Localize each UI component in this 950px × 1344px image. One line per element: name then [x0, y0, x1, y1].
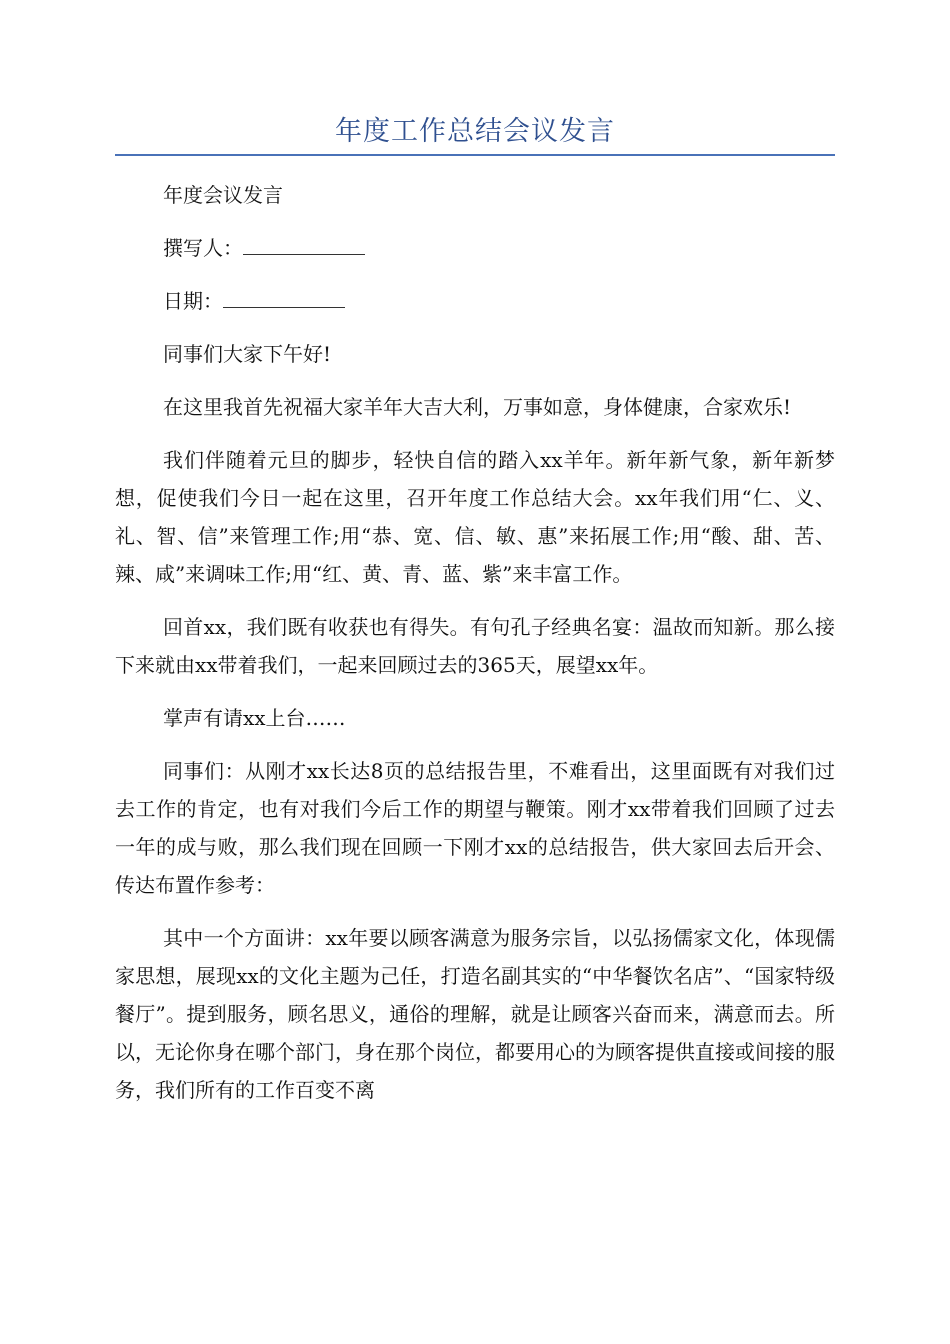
author-blank-field — [243, 230, 365, 255]
date-label: 日期： — [163, 289, 223, 313]
paragraph: 其中一个方面讲：xx年要以顾客满意为服务宗旨，以弘扬儒家文化，体现儒家思想，展现xx的文化主题为己任，打造名副其实的“中华餐饮名店”、“国家特级餐厅”。提到服务，顾名思义，通俗的理解，就是让顾客兴奋而来，满意而去。所以，无论你身在哪个部门，身在那个岗位，都要用心的为顾客提供直接或间接的服务，我们所有的工作百变不离 — [115, 926, 835, 1102]
paragraph: 在这里我首先祝福大家羊年大吉大利，万事如意，身体健康，合家欢乐! — [163, 395, 792, 419]
document-body — [115, 176, 835, 1124]
document-title: 年度工作总结会议发言 — [335, 116, 615, 147]
date-blank-field — [223, 283, 345, 308]
title-underline — [115, 154, 835, 156]
paragraph: 同事们：从刚才xx长达8页的总结报告里，不难看出，这里面既有对我们过去工作的肯定，也有对我们今后工作的期望与鞭策。刚才xx带着我们回顾了过去一年的成与败，那么我们现在回顾一下刚才xx的总结报告，供大家回去后开会、传达布置作参考： — [115, 759, 835, 897]
paragraph: 我们伴随着元旦的脚步，轻快自信的踏入xx羊年。新年新气象，新年新梦想，促使我们今日一起在这里，召开年度工作总结大会。xx年我们用“仁、义、礼、智、信”来管理工作;用“恭、宽、信、敏、惠”来拓展工作;用“酸、甜、苦、辣、咸”来调味工作;用“红、黄、青、蓝、紫”来丰富工作。 — [115, 448, 835, 586]
date-line — [115, 282, 835, 320]
paragraph: 回首xx，我们既有收获也有得失。有句孔子经典名宴：温故而知新。那么接下来就由xx带着我们，一起来回顾过去的365天，展望xx年。 — [115, 615, 835, 677]
greeting: 同事们大家下午好! — [163, 342, 332, 366]
author-label: 撰写人： — [163, 236, 243, 260]
subtitle: 年度会议发言 — [163, 183, 283, 207]
author-line — [115, 229, 835, 267]
paragraph: 掌声有请xx上台…… — [163, 706, 346, 730]
